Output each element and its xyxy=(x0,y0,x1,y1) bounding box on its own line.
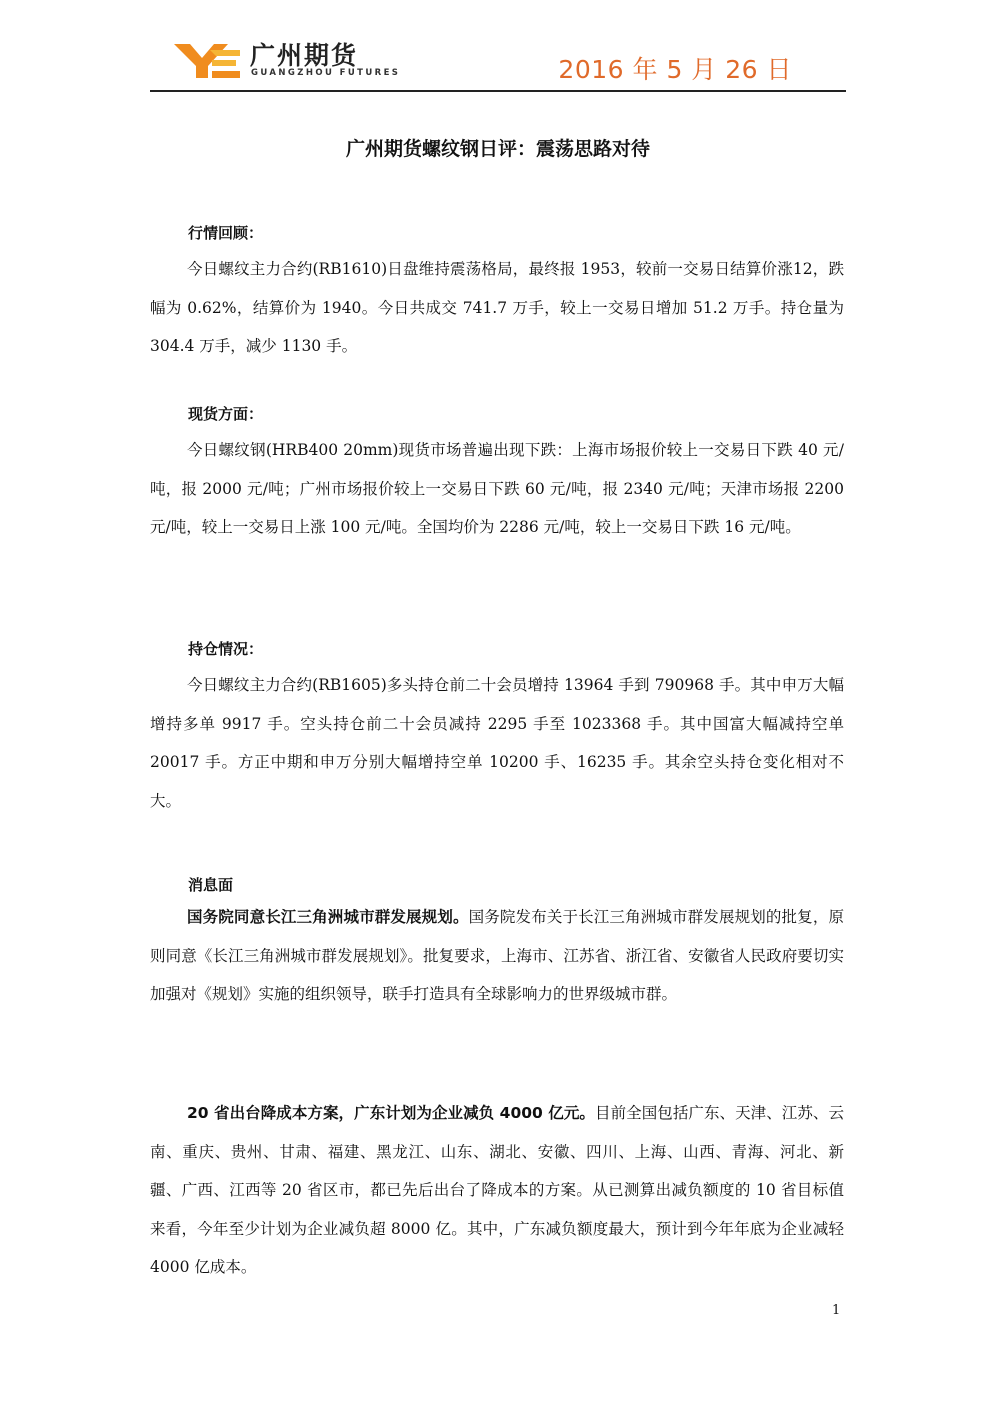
section-heading-market: 行情回顾： xyxy=(188,224,264,242)
section-heading-spot: 现货方面： xyxy=(188,405,264,423)
news-item-1-text: 国务院发布关于长江三角洲城市群发展规划的批复，原则同意《长江三角洲城市群发展规划》。批复要求，上海市、江苏省、浙江省、安徽省人民政府要切实加强对《规划》实施的组织领导，联手打造具有全球影响力的世界级城市群。 xyxy=(150,908,844,1003)
page-number: 1 xyxy=(832,1303,841,1318)
section-heading-news: 消息面 xyxy=(188,876,234,894)
news-item-2-lead: 20 省出台降成本方案，广东计划为企业减负 4000 亿元。 xyxy=(187,1104,595,1122)
news-item-2-text: 目前全国包括广东、天津、江苏、云南、重庆、贵州、甘肃、福建、黑龙江、山东、湖北、安徽、四川、上海、山西、青海、河北、新疆、广西、江西等 20 省区市，都已先后出台了降成本的方案。从已测算出减负额度的 10 省目标值来看，今年至少计划为企业减负超 8000 亿。其中，广东减负额度最大，预计到今年年底为企业减轻 4000 亿成本。 xyxy=(150,1104,844,1276)
section-heading-position: 持仓情况： xyxy=(188,640,264,658)
news-item-1 xyxy=(150,898,844,1014)
news-item-1-lead: 国务院同意长江三角洲城市群发展规划。 xyxy=(187,908,469,926)
report-title: 广州期货螺纹钢日评：震荡思路对待 xyxy=(345,138,650,160)
report-date: 2016 年 5 月 26 日 xyxy=(558,55,792,84)
brand-name-cn: 广州期货 xyxy=(250,41,359,70)
market-review-paragraph: 今日螺纹主力合约(RB1610)日盘维持震荡格局，最终报 1953，较前一交易日结算价涨12，跌幅为 0.62%，结算价为 1940。今日共成交 741.7 万手，较上一交易日增加 51.2 万手。持仓量为 304.4 万手，减少 1130 手。 xyxy=(150,260,844,355)
position-paragraph: 今日螺纹主力合约(RB1605)多头持仓前二十会员增持 13964 手到 790968 手。其中申万大幅增持多单 9917 手。空头持仓前二十会员减持 2295 手至 1023368 手。其中国富大幅减持空单 20017 手。方正中期和申万分别大幅增持空单 10200 手、16235 手。其余空头持仓变化相对不大。 xyxy=(150,676,844,810)
news-item-2 xyxy=(150,1094,844,1287)
brand-name-en: GUANGZHOU FUTURES xyxy=(251,68,401,78)
guangzhou-futures-logo xyxy=(172,38,242,82)
page-header xyxy=(150,28,846,92)
spot-market-paragraph: 今日螺纹钢(HRB400 20mm)现货市场普遍出现下跌：上海市场报价较上一交易日下跌 40 元/吨，报 2000 元/吨；广州市场报价较上一交易日下跌 60 元/吨，报 2340 元/吨；天津市场报 2200 元/吨，较上一交易日上涨 100 元/吨。全国均价为 2286 元/吨，较上一交易日下跌 16 元/吨。 xyxy=(150,441,844,536)
